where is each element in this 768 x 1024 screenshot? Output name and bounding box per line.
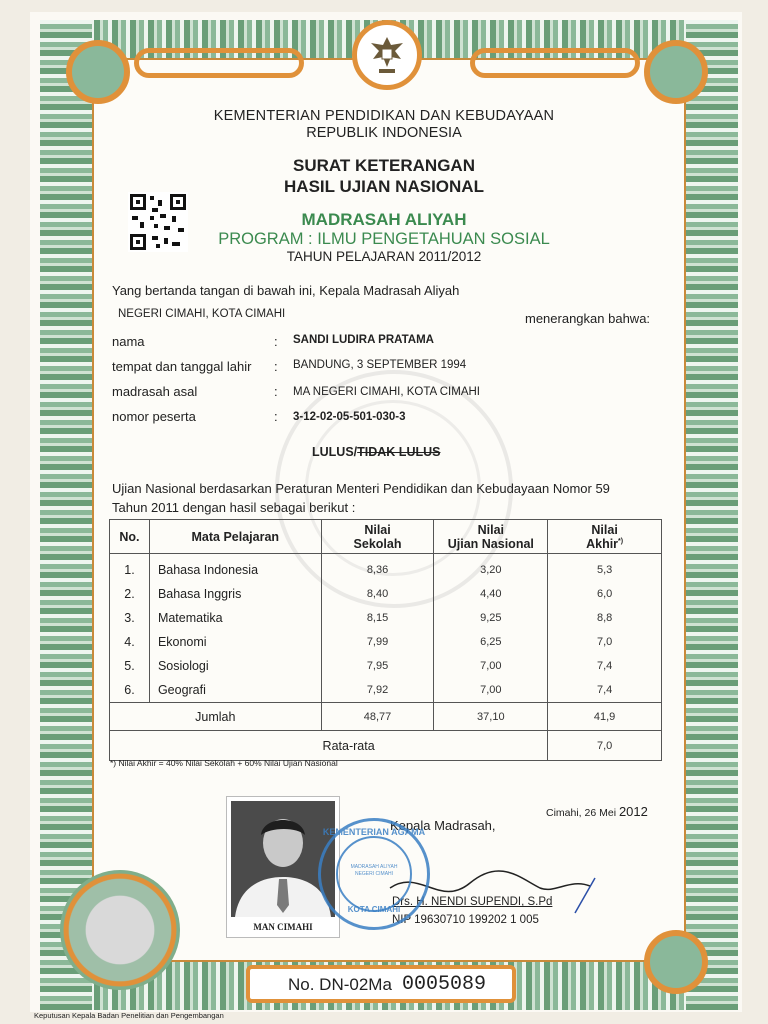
signatory-role: Kepala Madrasah, bbox=[390, 818, 496, 833]
hologram-seal-icon bbox=[60, 870, 180, 990]
document-title-line1: SURAT KETERANGAN bbox=[293, 156, 475, 175]
official-stamp-inner bbox=[336, 836, 412, 912]
regulation-line-2: Tahun 2011 dengan hasil sebagai berikut : bbox=[112, 500, 356, 515]
table-cell-no: 3. bbox=[124, 611, 135, 625]
field-label: madrasah asal bbox=[112, 384, 198, 399]
table-cell-subject: Ekonomi bbox=[157, 635, 207, 649]
header-national-1: Nilai bbox=[477, 522, 505, 537]
field-colon: : bbox=[274, 384, 278, 399]
table-cell-subject: Matematika bbox=[157, 611, 223, 625]
field-value-birth: BANDUNG, 3 SEPTEMBER 1994 bbox=[293, 359, 467, 371]
field-colon: : bbox=[274, 334, 278, 349]
table-cell-no: 6. bbox=[124, 683, 135, 697]
place-date bbox=[546, 804, 648, 819]
table-cell-school: 8,36 bbox=[366, 564, 389, 576]
total-row bbox=[110, 703, 662, 731]
header-final-mark: *) bbox=[618, 537, 624, 545]
table-cell-national: 7,00 bbox=[480, 660, 502, 672]
table-cell-national: 4,40 bbox=[480, 588, 502, 600]
table-cell-school: 7,99 bbox=[366, 636, 389, 648]
grades-rows-block bbox=[110, 554, 662, 703]
no-column bbox=[110, 554, 150, 703]
header-final-2-text: Akhir bbox=[586, 536, 619, 551]
serial-number: 0005089 bbox=[402, 973, 487, 996]
result-status bbox=[312, 445, 440, 459]
table-cell-subject: Bahasa Indonesia bbox=[157, 563, 259, 577]
final-column bbox=[548, 554, 662, 703]
serial-number-box bbox=[246, 965, 516, 1003]
table-cell-national: 9,25 bbox=[480, 612, 502, 624]
intro-line-1: Yang bertanda tangan di bawah ini, Kepala Madrasah Aliyah bbox=[112, 283, 460, 298]
table-cell-final: 8,8 bbox=[596, 612, 613, 624]
garuda-emblem-icon bbox=[352, 20, 422, 90]
scroll-ornament-left bbox=[134, 48, 304, 78]
regulation-line-1: Ujian Nasional berdasarkan Peraturan Menteri Pendidikan dan Kebudayaan Nomor 59 bbox=[112, 481, 610, 496]
ministry-name: KEMENTERIAN PENDIDIKAN DAN KEBUDAYAAN bbox=[213, 108, 555, 124]
grades-table bbox=[109, 519, 662, 761]
field-value-school: MA NEGERI CIMAHI, KOTA CIMAHI bbox=[293, 386, 481, 398]
header-school-1: Nilai bbox=[364, 522, 391, 537]
signatory-nip: NIP 19630710 199202 1 005 bbox=[392, 914, 539, 926]
header-final-1: Nilai bbox=[591, 522, 618, 537]
total-final: 41,9 bbox=[548, 703, 662, 731]
average-label: Rata-rata bbox=[110, 731, 548, 761]
table-cell-subject: Geografi bbox=[157, 683, 206, 697]
table-cell-final: 7,4 bbox=[596, 660, 613, 672]
total-school: 48,77 bbox=[321, 703, 434, 731]
scroll-ornament-right bbox=[470, 48, 640, 78]
table-cell-national: 3,20 bbox=[480, 564, 502, 576]
school-type: MADRASAH ALIYAH bbox=[301, 210, 467, 229]
republic-name: REPUBLIK INDONESIA bbox=[306, 125, 462, 141]
header-national bbox=[434, 520, 548, 554]
result-pass: LULUS/ bbox=[312, 445, 358, 459]
table-cell-school: 7,92 bbox=[366, 684, 389, 696]
header-final bbox=[548, 520, 662, 554]
table-cell-final: 7,0 bbox=[596, 636, 613, 648]
table-cell-school: 7,95 bbox=[366, 660, 389, 672]
header-final-2 bbox=[548, 537, 661, 551]
intro-line-2: NEGERI CIMAHI, KOTA CIMAHI bbox=[118, 308, 286, 320]
bottom-note: Keputusan Kepala Badan Penelitian dan Pengembangan bbox=[34, 1011, 224, 1020]
program-name: PROGRAM : ILMU PENGETAHUAN SOSIAL bbox=[218, 230, 550, 248]
table-cell-subject: Sosiologi bbox=[157, 659, 209, 673]
header-national-2: Ujian Nasional bbox=[447, 536, 534, 551]
average-final: 7,0 bbox=[548, 731, 662, 761]
corner-ornament-top-left bbox=[66, 40, 130, 104]
subject-column bbox=[149, 554, 321, 703]
place-date-year: 2012 bbox=[618, 804, 648, 819]
table-cell-final: 6,0 bbox=[596, 588, 613, 600]
school-column bbox=[321, 554, 434, 703]
document-title-line2: HASIL UJIAN NASIONAL bbox=[284, 177, 484, 196]
table-cell-national: 7,00 bbox=[480, 684, 502, 696]
academic-year: TAHUN PELAJARAN 2011/2012 bbox=[286, 249, 482, 264]
corner-ornament-bottom-right bbox=[644, 930, 708, 994]
table-cell-school: 8,15 bbox=[366, 612, 389, 624]
field-label: tempat dan tanggal lahir bbox=[112, 359, 252, 374]
stamp-bottom-text: KOTA CIMAHI bbox=[347, 905, 401, 914]
table-cell-national: 6,25 bbox=[480, 636, 502, 648]
table-cell-no: 5. bbox=[124, 659, 135, 673]
table-cell-no: 1. bbox=[124, 563, 135, 577]
table-cell-final: 7,4 bbox=[596, 684, 613, 696]
result-fail-struck: TIDAK LULUS bbox=[357, 445, 441, 459]
stamp-inner-text: MADRASAH ALIYAH NEGERI CIMAHI bbox=[350, 864, 398, 877]
table-cell-school: 8,40 bbox=[366, 588, 389, 600]
national-column bbox=[434, 554, 548, 703]
total-national: 37,10 bbox=[434, 703, 548, 731]
field-colon: : bbox=[274, 359, 278, 374]
stamp-text: KEMENTERIAN AGAMA bbox=[322, 827, 426, 837]
table-cell-final: 5,3 bbox=[596, 564, 613, 576]
header-subject: Mata Pelajaran bbox=[149, 520, 321, 554]
field-value-name: SANDI LUDIRA PRATAMA bbox=[293, 334, 434, 346]
average-row bbox=[110, 731, 662, 761]
signatory-name: Drs. H. NENDI SUPENDI, S.Pd bbox=[392, 896, 553, 908]
grades-body bbox=[110, 554, 662, 761]
footnote: *) Nilai Akhir = 40% Nilai Sekolah + 60% Nilai Ujian Nasional bbox=[110, 758, 338, 768]
table-cell-no: 2. bbox=[124, 587, 135, 601]
intro-line-2-right: menerangkan bahwa: bbox=[525, 311, 651, 326]
header-school-2: Sekolah bbox=[353, 536, 402, 551]
table-header-row bbox=[110, 520, 662, 554]
corner-ornament-top-right bbox=[644, 40, 708, 104]
place-date-text: Cimahi, 26 Mei bbox=[546, 807, 617, 819]
table-cell-subject: Bahasa Inggris bbox=[157, 587, 242, 601]
header-no: No. bbox=[110, 520, 150, 554]
qr-code-icon bbox=[128, 192, 188, 252]
photo-caption: MAN CIMAHI bbox=[253, 922, 313, 932]
field-label: nomor peserta bbox=[112, 409, 196, 424]
total-label: Jumlah bbox=[110, 703, 322, 731]
serial-prefix: No. DN-02Ma bbox=[288, 975, 392, 994]
header-school bbox=[321, 520, 434, 554]
field-colon: : bbox=[274, 409, 278, 424]
field-value-number: 3-12-02-05-501-030-3 bbox=[293, 411, 406, 423]
field-label: nama bbox=[112, 334, 145, 349]
table-cell-no: 4. bbox=[124, 635, 135, 649]
